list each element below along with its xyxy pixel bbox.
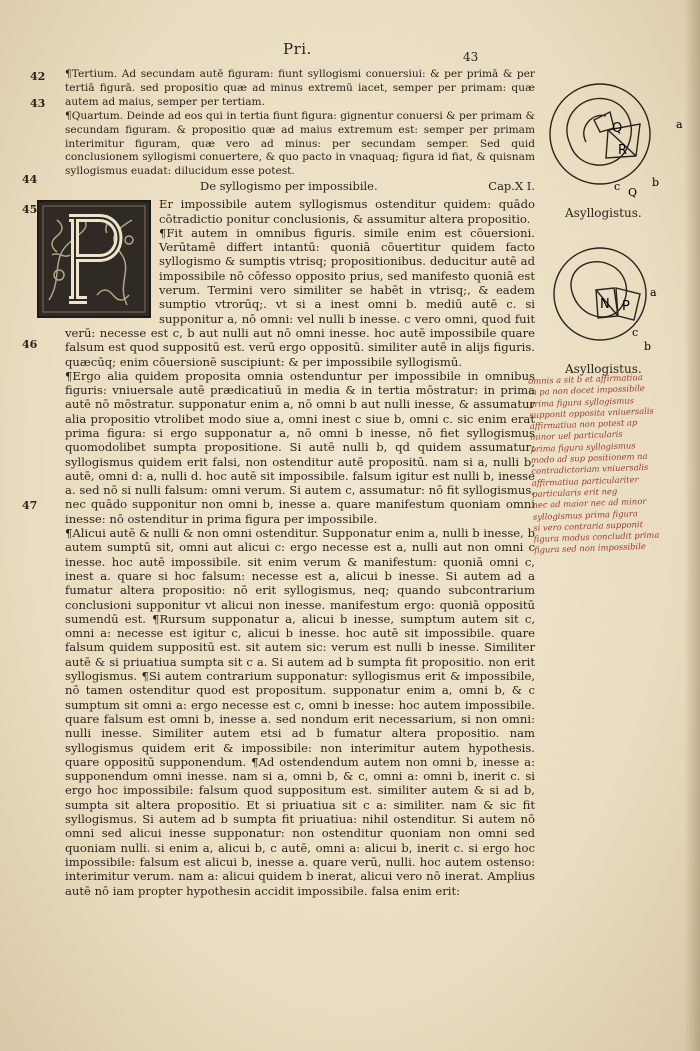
note-line: particularis erit neg bbox=[531, 485, 618, 499]
syllogism-circles-bottom-icon bbox=[548, 242, 688, 357]
diagram-top-letter-b: b bbox=[652, 176, 660, 189]
note-line: figura modus concludit prima bbox=[533, 529, 660, 545]
handwritten-marginal-note bbox=[528, 370, 700, 557]
margin-number-43: 43 bbox=[30, 97, 46, 110]
note-line: nec ad maior nec ad minor bbox=[532, 496, 647, 511]
diagram-bottom bbox=[548, 242, 688, 361]
margin-number-42: 42 bbox=[30, 70, 46, 83]
paragraph-44: Er impossibile autem syllogismus ostenditur quidem: quādo cōtradictio ponitur conclusionis, & assumitur altera propositio. bbox=[159, 197, 535, 226]
note-line: affirmatiua particulariter bbox=[531, 473, 639, 488]
decorated-initial-P bbox=[37, 200, 151, 318]
diagram-bottom-letter-c: c bbox=[632, 326, 639, 339]
margin-number-46: 46 bbox=[22, 338, 38, 351]
margin-number-45: 45 bbox=[22, 203, 38, 216]
chapter-heading bbox=[65, 180, 535, 196]
diagram-bottom-letter-N: N bbox=[600, 297, 610, 312]
note-line: minor uel particularis bbox=[529, 429, 623, 443]
diagram-top-letter-R: R bbox=[618, 143, 628, 158]
chapter-body bbox=[65, 197, 535, 898]
folio-number: 43 bbox=[463, 50, 479, 64]
note-line: si vero contraria supponit bbox=[533, 518, 644, 533]
note-line: in pa non docet impossibile bbox=[528, 383, 645, 398]
note-line: prima figura syllogismus bbox=[528, 394, 635, 409]
diagram-bottom-letter-a: a bbox=[650, 286, 657, 299]
note-line: contradictoriam vniuersalis bbox=[531, 462, 649, 477]
chapter-title: De syllogismo per impossibile. bbox=[200, 179, 378, 194]
note-line: omnis a sit b et affirmatiua bbox=[528, 371, 643, 386]
paragraph-42: ¶Tertium. Ad secundam autē figuram: fiunt syllogismi conuersiui: & per primā & per tertiā figurā. sed propositio quæ ad minus extremū iacet, semper per primam: quæ autem ad maius, semper per tertiam. bbox=[65, 68, 535, 108]
main-text-column bbox=[65, 68, 535, 898]
diagram-top-letter-c: c bbox=[614, 180, 621, 193]
note-line: affirmatiua non potest ap bbox=[529, 417, 638, 432]
diagram-top bbox=[548, 72, 688, 206]
margin-number-44: 44 bbox=[22, 173, 38, 186]
margin-number-47: 47 bbox=[22, 499, 38, 512]
note-line: prima figura syllogismus bbox=[530, 440, 636, 454]
note-line: modo ad sup positionem na bbox=[530, 450, 648, 466]
note-line: supponit opposita vniuersalis bbox=[529, 405, 654, 420]
diagram-top-letter-a: a bbox=[676, 118, 683, 131]
paragraph-46: ¶Ergo alia quidem proposita omnia ostenduntur per impossibile in omnibus figuris: vniuersale autē prædicatiuū in media & in tertia mōstratur: in prima autē nō mōstratur. supponatur enim a, nō omni b aut nulli inesse, & assumatur alia propositio vtrolibet modo siue a, omni inest c siue b, omni c. sic enim erat prima figura: si ergo supponatur a, nō omni b inesse, nō fiet syllogismus quomodolibet sumpta propositione. Si autē nulli b, qd quidem assumatur: syllogismus quidem erit falsi, non ostenditur autē propositū. nam si a, nulli b, autē, omni d: a, nulli d. hoc autē sit impossibile. falsum igitur est nulli b, inesse a. sed nō si nulli falsum: omni verum. Si autem c, assumatur: nō fit syllogismus, nec quādo supponitur non omni b, inesse a. quare manifestum quoniam omni inesse: nō ostenditur in prima figura per impossibile. bbox=[65, 368, 535, 526]
diagram-top-letter-Q: Q bbox=[628, 186, 638, 199]
paragraph-45: ¶Fit autem in omnibus figuris. simile enim est cōuersioni. Verūtamē differt intantū: quoniā cōuertitur quidem facto syllogismo & sumptis vtrisq; propositionibus. deducitur autē ad impossibile nō cōfesso opposito prius, sed manifesto quoniā est verum. Termini vero similiter se habēt in vtrisq;, & eadem sumptio vtrorūq;. vt si a inest omni b. mediū autē c. si supponitur a, nō omni: vel nulli b inesse. c vero omni, quod fuit verū: necesse est c, b aut nulli aut nō omni inesse. hoc autē impossibile quare falsum est quod suppositū est. verū ergo oppositū. similiter autē in alijs figuris. quæcūq; enim cōuersionē suscipiunt: & per impossibile syllogismū. bbox=[65, 225, 535, 369]
diagram-top-caption: Asyllogistus. bbox=[565, 206, 642, 220]
diagram-bottom-caption: Asyllogistus. bbox=[565, 362, 642, 376]
chapter-number: Cap.X I. bbox=[488, 179, 535, 194]
diagram-bottom-letter-b: b bbox=[644, 340, 652, 353]
diagram-bottom-letter-P: P bbox=[622, 299, 630, 314]
diagram-top-letter-Q-inner: Q bbox=[612, 121, 623, 136]
paragraph-47: ¶Alicui autē & nulli & non omni ostenditur. Supponatur enim a, nulli b inesse, b autem sumptū sit, omni aut alicui c: ergo necesse est a, nulli aut non omni c inesse. hoc autē impossibile. sit enim verum & manifestum: quoniā omni c, inest a. quare si hoc falsum: necesse est a, alicui b inesse. Si autem ad a fumatur altera propositio: nō erit syllogismus, neq; quando subcontrarium conclusioni supponitur vt alicui non inesse. manifestum ergo: quoniā oppositū sumendū est. ¶Rursum supponatur a, alicui b inesse, sumptum autem sit c, omni a: necesse est igitur c, alicui b inesse. hoc autē sit impossibile. quare falsum quidem suppositū est. sit autem sic: verum est nulli b inesse. Similiter autē & si priuatiua sumpta sit c a. Si autem ad b sumpta fit propositio. non erit syllogismus. ¶Si autem contrarium supponatur: syllogismus erit & impossibile, nō tamen ostenditur quod est propositum. supponatur enim a, omni b, & c sumptum sit omni a: ergo necesse est c, omni b inesse: hoc autem impossibile. quare falsum est omni b, inesse a. sed nondum erit necessarium, si non omni: nulli inesse. Similiter autem etsi ad b fumatur altera propositio. nam syllogismus quidem erit & impossibile: non interimitur autem hypothesis. quare oppositū supponendum. ¶Ad ostendendum autem non omni b, inesse a: supponendum omni inesse. nam si a, omni b, & c, omni a: omni b, inerit c. si ergo hoc impossibile: falsum quod suppositum est. similiter autem & si ad b, sumpta sit altera propositio. Et si priuatiua sit c a: similiter. nam & sic fit syllogismus. Si autem ad b sumpta fit priuatiua: nihil ostenditur. Si autem nō omni sed alicui inesse supponatur: non ostenditur quoniam non omni sed quoniam nulli. si enim a, alicui b, c autē, omni a: alicui b, inerit c. si ergo hoc impossibile: falsum est alicui b, inesse a. quare verū, nulli. hoc autem ostenso: interimitur verum. nam a: alicui quidem b inerat, alicui vero nō inerat. Amplius autē nō iam propter hypothesin accidit impossibile. falsa enim erit: bbox=[65, 526, 535, 898]
syllogism-circles-top-icon bbox=[548, 72, 688, 202]
woodcut-initial-icon bbox=[37, 200, 151, 318]
note-line: syllogismus prima figura bbox=[532, 507, 639, 522]
paragraph-43: ¶Quartum. Deinde ad eos qui in tertia fiunt figura: gignentur conuersi & per primam & secundam figuram. & propositio quæ ad maius extremum est: semper per primam interimitur figuram, quæ vero ad minus: per secundam semper. Sed quid conclusionem syllogismi conuertere, & quo pacto in vnaquaq; figura id fiat, & quisnam syllogismus euadat: dilucidum esse potest. bbox=[65, 109, 535, 178]
running-title: Pri. bbox=[283, 40, 312, 58]
note-line: figura sed non impossibile bbox=[533, 541, 646, 556]
